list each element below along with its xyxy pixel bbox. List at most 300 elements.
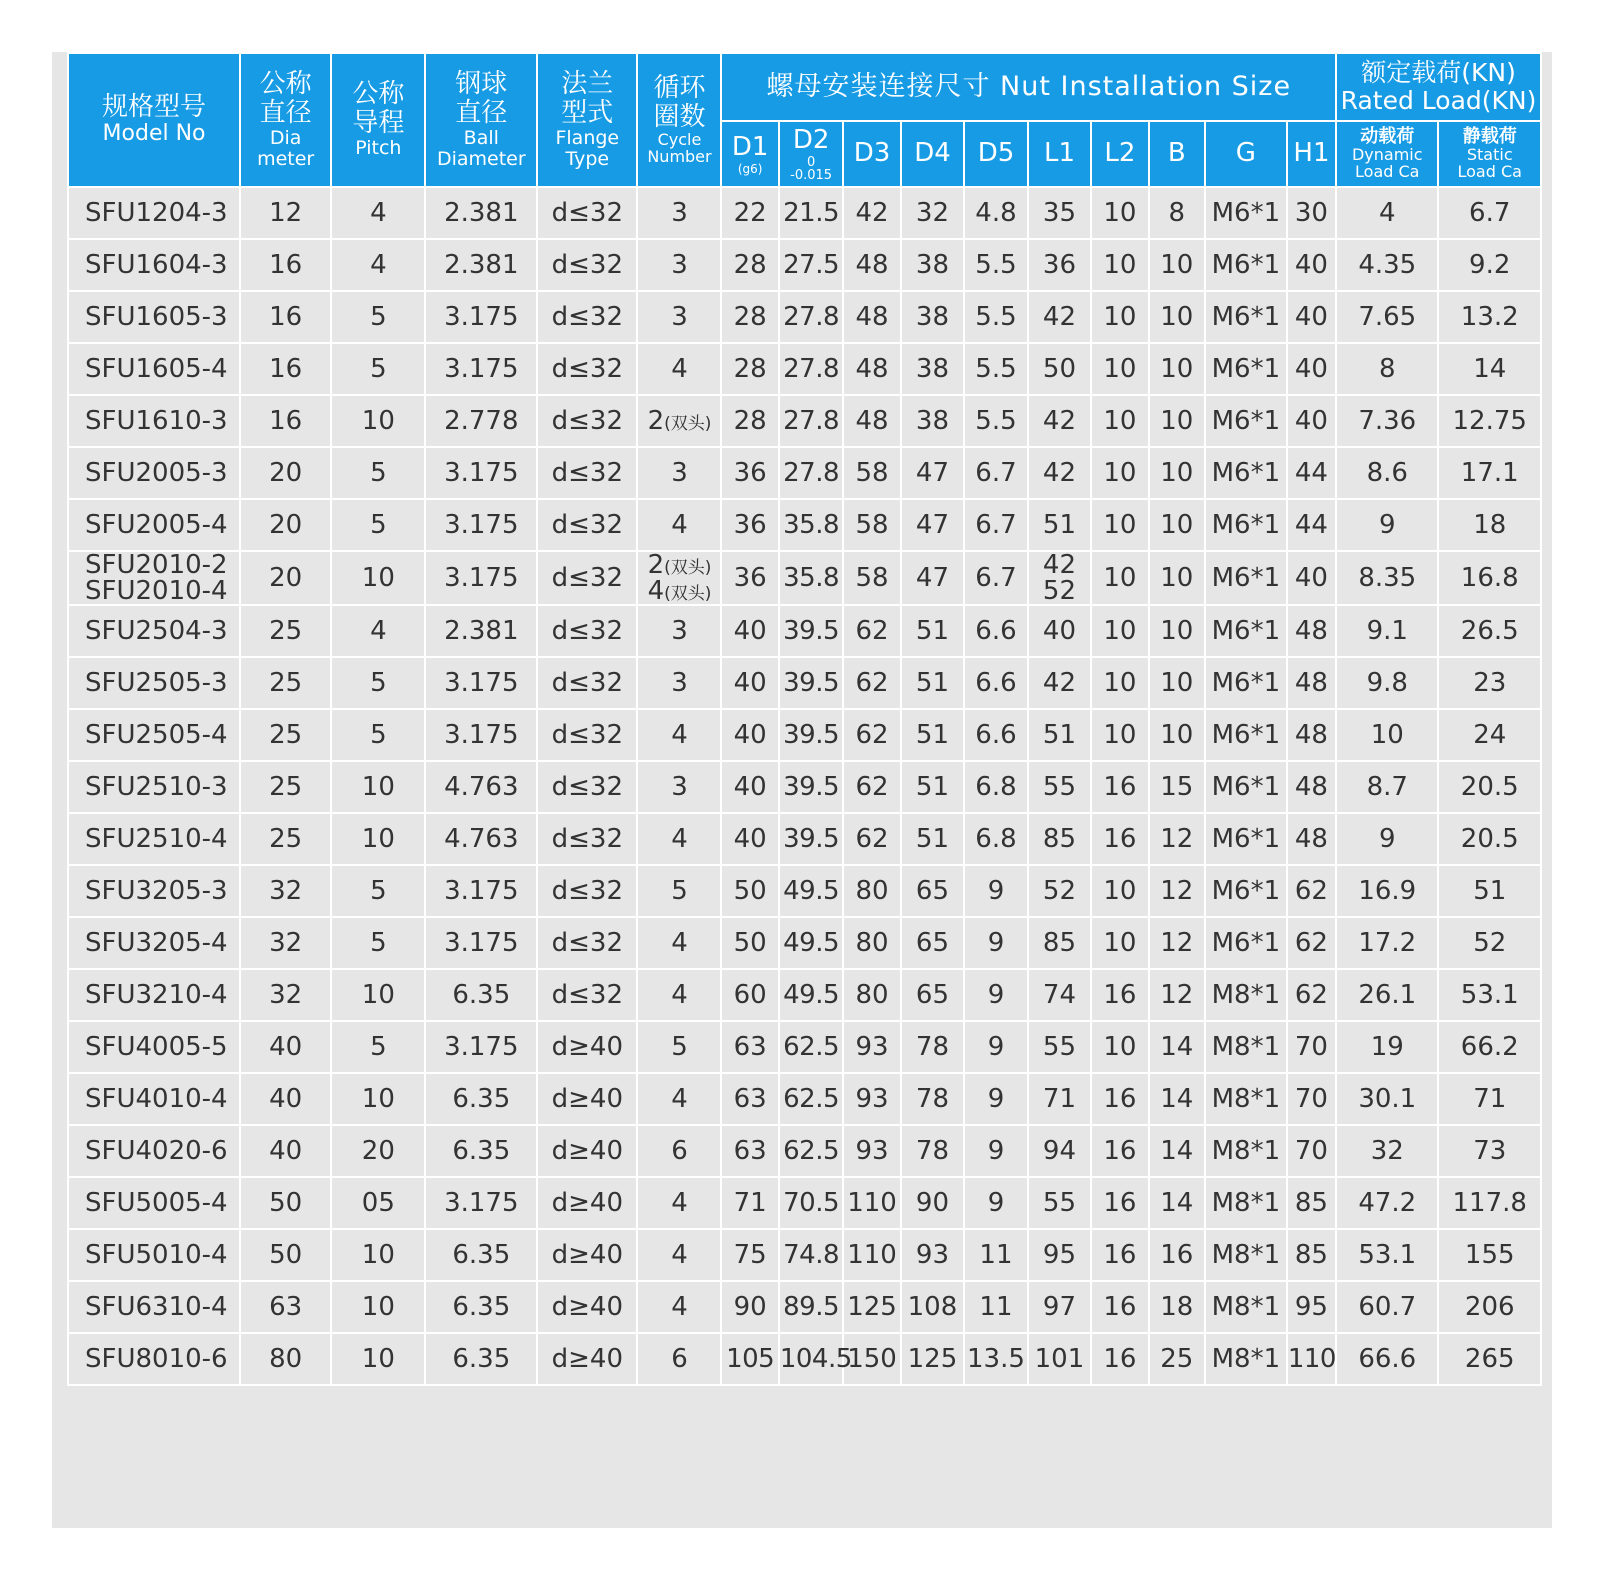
cell-pitch: 10 (331, 969, 425, 1021)
cell-d5: 11 (964, 1229, 1028, 1281)
cell-d5: 13.5 (964, 1333, 1028, 1385)
cell-dia: 16 (240, 343, 331, 395)
table-row (68, 1177, 1541, 1229)
cell-model: SFU4020-6 (68, 1125, 240, 1177)
table-row (68, 1073, 1541, 1125)
cell-dia: 25 (240, 813, 331, 865)
cell-d3: 93 (843, 1073, 900, 1125)
cell-d1: 28 (721, 291, 778, 343)
cell-cycle (637, 395, 721, 447)
cell-d2: 49.5 (779, 917, 844, 969)
cell-l2: 16 (1091, 1125, 1148, 1177)
cell-model: SFU8010-6 (68, 1333, 240, 1385)
cell-flange: d≥40 (537, 1281, 637, 1333)
cell-l2: 10 (1091, 605, 1148, 657)
cell-model: SFU1204-3 (68, 187, 240, 239)
cell-dyn: 60.7 (1336, 1281, 1438, 1333)
cell-l1: 97 (1028, 1281, 1092, 1333)
cell-d4: 65 (901, 969, 965, 1021)
cell-ball: 3.175 (425, 1177, 537, 1229)
cell-d5: 9 (964, 917, 1028, 969)
cell-dyn: 8 (1336, 343, 1438, 395)
cell-d2: 27.8 (779, 343, 844, 395)
cell-dia: 32 (240, 865, 331, 917)
cell-l1: 85 (1028, 813, 1092, 865)
cell-cycle (637, 1125, 721, 1177)
cell-l2: 10 (1091, 551, 1148, 605)
cell-cycle-note: (双头) (664, 558, 712, 578)
table-row (68, 187, 1541, 239)
cell-ball: 4.763 (425, 761, 537, 813)
cell-stat: 71 (1438, 1073, 1541, 1125)
cell-ball: 3.175 (425, 657, 537, 709)
cell-d4: 51 (901, 657, 965, 709)
cell-cycle-value: 4 (671, 354, 688, 384)
cell-d3: 48 (843, 239, 900, 291)
header-g-label: G (1235, 138, 1256, 169)
cell-d1: 90 (721, 1281, 778, 1333)
cell-g: M6*1 (1205, 709, 1287, 761)
cell-l1: 40 (1028, 605, 1092, 657)
header-diameter (240, 53, 331, 187)
cell-l2: 16 (1091, 1073, 1148, 1125)
cell-ball: 3.175 (425, 1021, 537, 1073)
cell-d2: 21.5 (779, 187, 844, 239)
cell-d3: 80 (843, 917, 900, 969)
cell-ball: 2.381 (425, 605, 537, 657)
cell-d4: 78 (901, 1073, 965, 1125)
cell-model-line: SFU2010-4 (85, 576, 228, 606)
cell-d5: 5.5 (964, 239, 1028, 291)
cell-d5: 6.8 (964, 761, 1028, 813)
cell-d4: 38 (901, 291, 965, 343)
cell-l1: 50 (1028, 343, 1092, 395)
header-model-en: Model No (102, 121, 206, 147)
cell-l1: 35 (1028, 187, 1092, 239)
header-dynamic-load (1336, 121, 1438, 187)
cell-flange: d≥40 (537, 1125, 637, 1177)
cell-dia: 20 (240, 499, 331, 551)
cell-dia: 50 (240, 1229, 331, 1281)
cell-pitch: 4 (331, 605, 425, 657)
cell-ball: 6.35 (425, 969, 537, 1021)
cell-d2: 35.8 (779, 551, 844, 605)
table-row (68, 499, 1541, 551)
table-row (68, 709, 1541, 761)
cell-d5: 6.6 (964, 605, 1028, 657)
cell-cycle (637, 605, 721, 657)
cell-l1: 85 (1028, 917, 1092, 969)
header-d5-label: D5 (977, 138, 1015, 169)
cell-ball: 3.175 (425, 709, 537, 761)
cell-cycle (637, 969, 721, 1021)
cell-l1: 42 (1028, 447, 1092, 499)
header-dia-en1: Dia (269, 126, 302, 149)
cell-b: 14 (1149, 1125, 1205, 1177)
cell-dia: 25 (240, 761, 331, 813)
cell-model: SFU2505-4 (68, 709, 240, 761)
cell-d5: 9 (964, 865, 1028, 917)
cell-pitch: 10 (331, 1229, 425, 1281)
cell-h1: 40 (1287, 291, 1336, 343)
cell-pitch: 5 (331, 917, 425, 969)
cell-b: 10 (1149, 239, 1205, 291)
cell-flange: d≤32 (537, 239, 637, 291)
table-row (68, 395, 1541, 447)
cell-model: SFU5010-4 (68, 1229, 240, 1281)
cell-h1: 85 (1287, 1177, 1336, 1229)
table-row (68, 1021, 1541, 1073)
cell-dyn: 66.6 (1336, 1333, 1438, 1385)
cell-model: SFU1604-3 (68, 239, 240, 291)
cell-l2: 16 (1091, 1333, 1148, 1385)
cell-d4: 65 (901, 865, 965, 917)
cell-d1: 22 (721, 187, 778, 239)
cell-d2: 39.5 (779, 813, 844, 865)
cell-dia: 16 (240, 291, 331, 343)
cell-d3: 48 (843, 291, 900, 343)
cell-d1: 36 (721, 551, 778, 605)
cell-d4: 47 (901, 499, 965, 551)
cell-h1: 95 (1287, 1281, 1336, 1333)
cell-pitch: 5 (331, 865, 425, 917)
cell-dyn: 8.7 (1336, 761, 1438, 813)
table-row (68, 865, 1541, 917)
header-d1-note: (g6) (737, 161, 763, 176)
header-d1 (721, 121, 778, 187)
cell-flange: d≤32 (537, 551, 637, 605)
cell-d1: 75 (721, 1229, 778, 1281)
cell-g: M6*1 (1205, 761, 1287, 813)
cell-cycle-value: 4 (671, 720, 688, 750)
cell-model: SFU6310-4 (68, 1281, 240, 1333)
cell-g: M8*1 (1205, 1021, 1287, 1073)
cell-d3: 93 (843, 1021, 900, 1073)
cell-pitch: 05 (331, 1177, 425, 1229)
cell-ball: 6.35 (425, 1073, 537, 1125)
cell-model: SFU5005-4 (68, 1177, 240, 1229)
cell-dyn: 8.6 (1336, 447, 1438, 499)
cell-pitch: 20 (331, 1125, 425, 1177)
cell-l1-line: 52 (1042, 576, 1077, 606)
cell-d5: 11 (964, 1281, 1028, 1333)
cell-d3: 93 (843, 1125, 900, 1177)
cell-flange: d≤32 (537, 291, 637, 343)
cell-d2: 39.5 (779, 709, 844, 761)
table-row (68, 605, 1541, 657)
cell-d3: 62 (843, 709, 900, 761)
cell-h1: 70 (1287, 1073, 1336, 1125)
cell-h1: 44 (1287, 499, 1336, 551)
cell-dia: 16 (240, 395, 331, 447)
cell-flange: d≤32 (537, 605, 637, 657)
table-row (68, 291, 1541, 343)
cell-cycle-value: 4 (671, 510, 688, 540)
cell-b: 10 (1149, 551, 1205, 605)
cell-g: M6*1 (1205, 291, 1287, 343)
cell-ball: 3.175 (425, 291, 537, 343)
table-row (68, 1125, 1541, 1177)
cell-d1: 36 (721, 447, 778, 499)
cell-d3: 58 (843, 551, 900, 605)
cell-model: SFU3205-3 (68, 865, 240, 917)
cell-cycle-value: 4 (671, 1188, 688, 1218)
cell-dyn: 9.1 (1336, 605, 1438, 657)
cell-pitch: 5 (331, 291, 425, 343)
cell-b: 14 (1149, 1177, 1205, 1229)
header-d2 (779, 121, 844, 187)
cell-cycle-value: 4 (671, 928, 688, 958)
header-d2-tol-upper: 0 (806, 154, 816, 170)
cell-d4: 38 (901, 239, 965, 291)
header-d2-tol-lower: -0.015 (790, 167, 833, 183)
cell-h1: 40 (1287, 343, 1336, 395)
cell-model: SFU2005-4 (68, 499, 240, 551)
table-row (68, 551, 1541, 605)
cell-cycle (637, 291, 721, 343)
cell-d2: 27.8 (779, 447, 844, 499)
cell-h1: 48 (1287, 813, 1336, 865)
cell-d4: 93 (901, 1229, 965, 1281)
cell-stat: 265 (1438, 1333, 1541, 1385)
cell-cycle-line (638, 578, 720, 604)
cell-model: SFU1605-3 (68, 291, 240, 343)
cell-pitch: 5 (331, 343, 425, 395)
table-row (68, 813, 1541, 865)
table-row (68, 239, 1541, 291)
cell-d1: 63 (721, 1125, 778, 1177)
cell-h1: 30 (1287, 187, 1336, 239)
header-ball-diameter (425, 53, 537, 187)
header-cycle-zh: 循环圈数 (653, 73, 706, 133)
header-d5 (964, 121, 1028, 187)
cell-model (68, 551, 240, 605)
cell-ball: 2.381 (425, 187, 537, 239)
cell-flange: d≥40 (537, 1073, 637, 1125)
cell-l2: 10 (1091, 917, 1148, 969)
cell-cycle-value: 5 (671, 1032, 688, 1062)
cell-g: M6*1 (1205, 813, 1287, 865)
cell-pitch: 5 (331, 1021, 425, 1073)
cell-model: SFU1605-4 (68, 343, 240, 395)
cell-ball: 3.175 (425, 343, 537, 395)
cell-d3: 58 (843, 447, 900, 499)
cell-stat: 155 (1438, 1229, 1541, 1281)
cell-d2: 39.5 (779, 657, 844, 709)
cell-flange: d≤32 (537, 447, 637, 499)
cell-b: 8 (1149, 187, 1205, 239)
header-d2-label: D2 (792, 125, 830, 156)
header-static-load (1438, 121, 1541, 187)
cell-dyn: 47.2 (1336, 1177, 1438, 1229)
cell-dyn: 30.1 (1336, 1073, 1438, 1125)
cell-d3: 125 (843, 1281, 900, 1333)
cell-b: 10 (1149, 343, 1205, 395)
cell-b: 12 (1149, 865, 1205, 917)
header-nut-installation-size: 螺母安装连接尺寸 Nut Installation Size (721, 53, 1336, 121)
cell-pitch: 5 (331, 447, 425, 499)
cell-dyn: 19 (1336, 1021, 1438, 1073)
header-dia-zh: 公称直径 (259, 68, 312, 128)
cell-b: 12 (1149, 917, 1205, 969)
cell-flange: d≤32 (537, 657, 637, 709)
cell-dia: 25 (240, 605, 331, 657)
header-static-zh: 静载荷 (1462, 126, 1517, 148)
cell-d5: 9 (964, 969, 1028, 1021)
cell-cycle (637, 813, 721, 865)
cell-d4: 108 (901, 1281, 965, 1333)
header-flange-en2: Type (565, 148, 610, 171)
header-cycle-number (637, 53, 721, 187)
cell-l2: 16 (1091, 761, 1148, 813)
cell-h1: 40 (1287, 551, 1336, 605)
cell-flange: d≤32 (537, 761, 637, 813)
cell-cycle (637, 499, 721, 551)
cell-l2: 16 (1091, 969, 1148, 1021)
header-d4 (901, 121, 965, 187)
cell-d3: 150 (843, 1333, 900, 1385)
cell-l2: 10 (1091, 709, 1148, 761)
cell-dia: 12 (240, 187, 331, 239)
cell-l1: 74 (1028, 969, 1092, 1021)
cell-d2: 39.5 (779, 605, 844, 657)
cell-d3: 62 (843, 761, 900, 813)
header-d1-label: D1 (731, 132, 769, 163)
cell-cycle-value: 3 (671, 772, 688, 802)
cell-l1: 71 (1028, 1073, 1092, 1125)
cell-stat: 53.1 (1438, 969, 1541, 1021)
cell-d4: 125 (901, 1333, 965, 1385)
cell-b: 25 (1149, 1333, 1205, 1385)
cell-d4: 38 (901, 395, 965, 447)
cell-dia: 80 (240, 1333, 331, 1385)
cell-ball: 4.763 (425, 813, 537, 865)
cell-d5: 5.5 (964, 343, 1028, 395)
cell-d1: 36 (721, 499, 778, 551)
cell-g: M6*1 (1205, 657, 1287, 709)
cell-d1: 28 (721, 239, 778, 291)
header-h1-label: H1 (1293, 138, 1330, 169)
cell-cycle-value: 4 (671, 824, 688, 854)
cell-stat: 14 (1438, 343, 1541, 395)
cell-cycle (637, 657, 721, 709)
cell-cycle-value: 3 (671, 458, 688, 488)
header-rated-load (1336, 53, 1541, 121)
cell-model: SFU2005-3 (68, 447, 240, 499)
cell-pitch: 10 (331, 1073, 425, 1125)
header-ball-zh: 钢球直径 (455, 68, 508, 128)
cell-ball: 3.175 (425, 447, 537, 499)
cell-flange: d≥40 (537, 1021, 637, 1073)
cell-l2: 10 (1091, 1021, 1148, 1073)
cell-l1: 55 (1028, 1021, 1092, 1073)
cell-d2: 62.5 (779, 1021, 844, 1073)
cell-d4: 51 (901, 761, 965, 813)
cell-d5: 9 (964, 1177, 1028, 1229)
header-ball-en1: Ball (463, 126, 499, 149)
cell-dyn: 10 (1336, 709, 1438, 761)
cell-d5: 9 (964, 1125, 1028, 1177)
cell-d5: 6.8 (964, 813, 1028, 865)
cell-cycle (637, 1333, 721, 1385)
cell-d5: 6.6 (964, 657, 1028, 709)
cell-b: 16 (1149, 1229, 1205, 1281)
cell-b: 10 (1149, 499, 1205, 551)
cell-g: M6*1 (1205, 917, 1287, 969)
cell-dia: 16 (240, 239, 331, 291)
cell-dia: 20 (240, 551, 331, 605)
cell-stat: 6.7 (1438, 187, 1541, 239)
cell-cycle-value: 4 (647, 576, 665, 606)
cell-d3: 62 (843, 813, 900, 865)
cell-d3: 62 (843, 605, 900, 657)
cell-l1: 42 (1028, 291, 1092, 343)
cell-cycle (637, 1177, 721, 1229)
header-cycle-en2: Number (647, 147, 712, 167)
cell-cycle-value: 4 (671, 980, 688, 1010)
cell-dia: 25 (240, 657, 331, 709)
cell-d5: 5.5 (964, 291, 1028, 343)
cell-d4: 78 (901, 1021, 965, 1073)
cell-l2: 10 (1091, 239, 1148, 291)
cell-l2: 16 (1091, 1281, 1148, 1333)
cell-d1: 28 (721, 343, 778, 395)
cell-pitch: 5 (331, 499, 425, 551)
cell-cycle (637, 187, 721, 239)
cell-b: 15 (1149, 761, 1205, 813)
cell-d1: 40 (721, 761, 778, 813)
cell-d1: 40 (721, 605, 778, 657)
cell-dyn: 9 (1336, 499, 1438, 551)
cell-g: M8*1 (1205, 1125, 1287, 1177)
cell-pitch: 10 (331, 1333, 425, 1385)
cell-b: 10 (1149, 395, 1205, 447)
cell-cycle (637, 1073, 721, 1125)
cell-l1: 55 (1028, 1177, 1092, 1229)
cell-pitch: 10 (331, 1281, 425, 1333)
cell-l1: 95 (1028, 1229, 1092, 1281)
table-row (68, 917, 1541, 969)
cell-g: M6*1 (1205, 551, 1287, 605)
header-pitch (331, 53, 425, 187)
header-l1 (1028, 121, 1092, 187)
cell-dyn: 16.9 (1336, 865, 1438, 917)
cell-d5: 4.8 (964, 187, 1028, 239)
cell-model: SFU2510-4 (68, 813, 240, 865)
cell-pitch: 5 (331, 657, 425, 709)
header-h1 (1287, 121, 1336, 187)
cell-ball: 6.35 (425, 1333, 537, 1385)
cell-stat: 20.5 (1438, 813, 1541, 865)
ball-screw-spec-table (67, 52, 1542, 1386)
cell-dia: 50 (240, 1177, 331, 1229)
cell-h1: 70 (1287, 1125, 1336, 1177)
cell-b: 14 (1149, 1021, 1205, 1073)
cell-d3: 48 (843, 395, 900, 447)
cell-d2: 89.5 (779, 1281, 844, 1333)
cell-ball: 6.35 (425, 1229, 537, 1281)
cell-dia: 40 (240, 1125, 331, 1177)
cell-flange: d≥40 (537, 1177, 637, 1229)
cell-model-line: SFU2010-2 (85, 550, 228, 580)
cell-g: M8*1 (1205, 969, 1287, 1021)
cell-flange: d≤32 (537, 813, 637, 865)
cell-dia: 40 (240, 1021, 331, 1073)
table-row (68, 1333, 1541, 1385)
cell-cycle-note: (双头) (664, 584, 712, 604)
cell-l1: 42 (1028, 395, 1092, 447)
cell-pitch: 10 (331, 761, 425, 813)
